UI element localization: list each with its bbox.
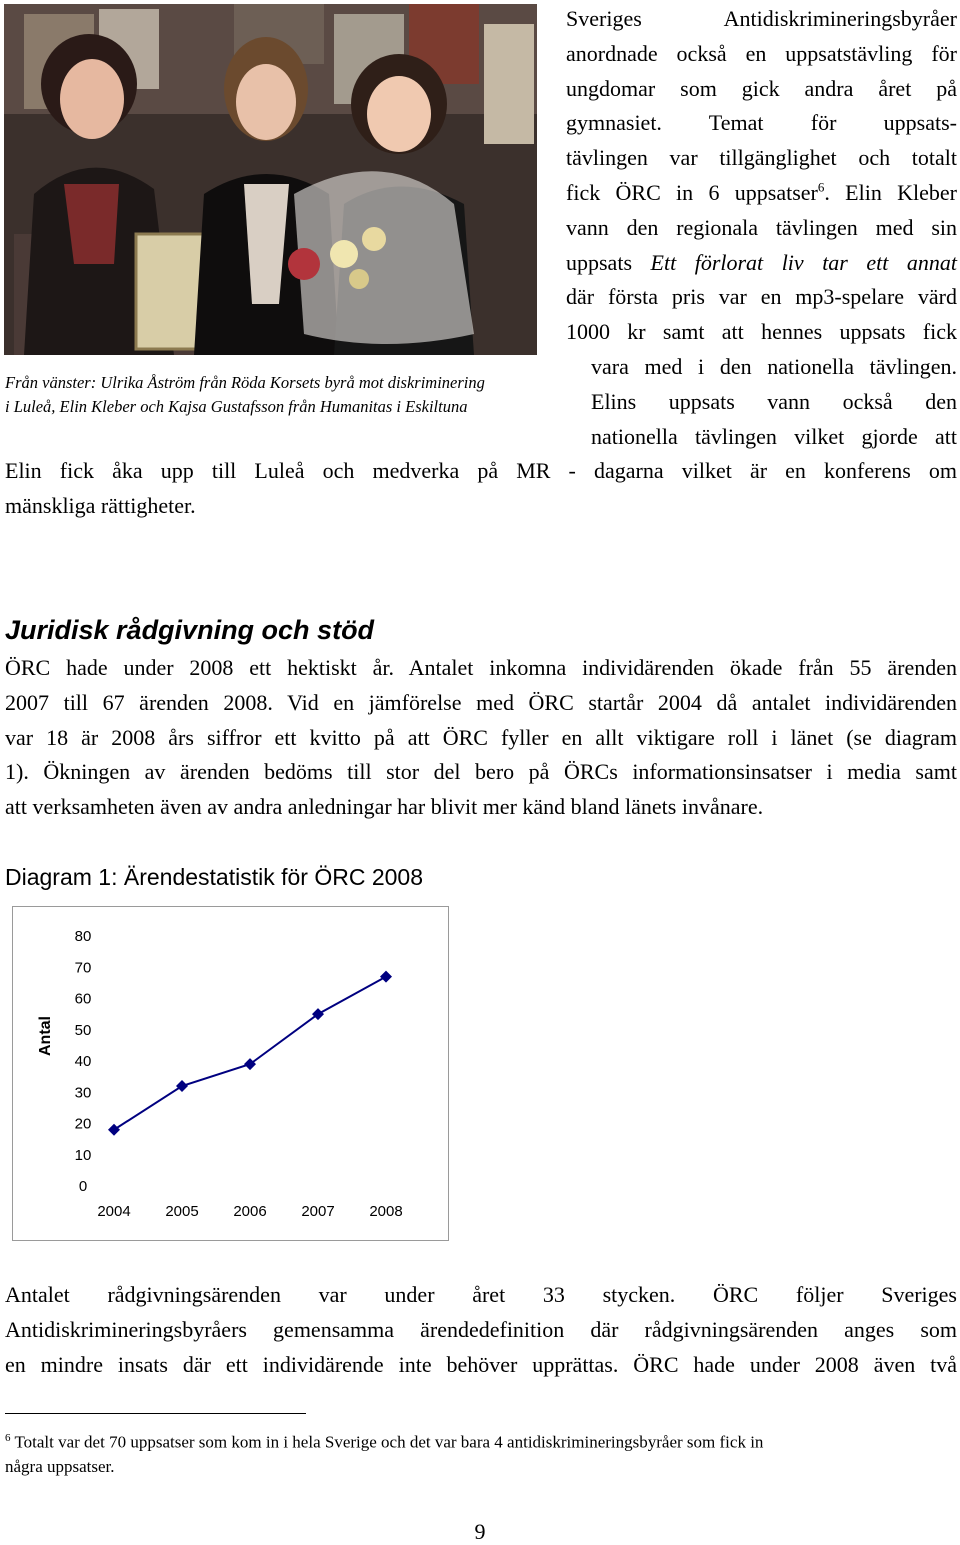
text-line: att verksamheten även av andra anledningar har blivit mer känd bland länets invånare. [5,794,764,820]
text-line: vara med i den nationella tävlingen. [591,354,957,379]
x-tick-label: 2008 [369,1203,403,1220]
data-point-marker [176,1080,188,1092]
chart-title: Diagram 1: Ärendestatistik för ÖRC 2008 [5,864,424,890]
x-tick-label: 2005 [165,1203,199,1220]
intro-paragraph-column-lower [591,350,957,454]
text-line: gymnasiet. Temat för uppsats- [566,110,957,136]
text-line: Elins uppsats vann också den [591,388,957,414]
data-point-marker [108,1124,120,1136]
y-tick-label: 30 [74,1084,92,1102]
intro-paragraph-column [566,2,957,350]
text-line: ÖRC hade under 2008 ett hektiskt år. Antalet inkomna individärenden ökade från 55 ärenden [5,655,957,680]
x-tick-label: 2006 [233,1203,267,1220]
text-line: vann den regionala tävlingen med sin [566,214,957,240]
x-tick-label: 2007 [301,1203,335,1220]
text-line: där första pris var en mp3-spelare värd [566,284,957,310]
caption-line: Från vänster: Ulrika Åström från Röda Korsets byrå mot diskriminering [5,373,485,392]
series-line [114,977,386,1130]
text-fragment: uppsats [566,249,651,275]
text-line: ungdomar som gick andra året på [566,75,957,101]
after-paragraph [5,1278,957,1382]
footnote-line [5,1426,955,1455]
text-line: Sveriges Antidiskrimineringsbyråer [566,6,957,31]
text-fragment: fick ÖRC in 6 uppsatser [566,179,818,205]
text-line: Elin fick åka upp till Luleå och medverka på MR - dagarna vilket är en konferens om [5,458,957,483]
text-line: 1000 kr samt att hennes uppsats fick [566,319,957,345]
chart [12,906,449,1241]
x-tick-label: 2004 [97,1203,131,1220]
y-tick-label: 60 [74,990,92,1008]
text-fragment: . Elin Kleber [824,179,957,205]
caption-line: i Luleå, Elin Kleber och Kajsa Gustafsson från Humanitas i Eskiltuna [5,397,468,416]
y-tick-label: 70 [74,959,92,977]
data-point-marker [380,971,392,983]
text-line: Antalet rådgivningsärenden var under året 33 stycken. ÖRC följer Sveriges [5,1282,957,1307]
text-line [566,176,957,211]
essay-title: Ett förlorat liv tar ett annat [650,249,958,275]
y-tick-label: 50 [74,1021,92,1039]
y-tick-label: 40 [74,1053,92,1070]
text-line: Antidiskrimineringsbyråers gemensamma ärendedefinition där rådgivningsärenden anges som [5,1316,957,1342]
y-tick-label: 10 [74,1146,92,1164]
chart-svg [13,907,448,1240]
text-line: nationella tävlingen vilket gjorde att [591,423,957,449]
intro-paragraph-full [5,454,957,524]
page-number: 9 [474,1519,486,1544]
photo [4,4,537,355]
footnote-rule [5,1413,306,1414]
y-tick-label: 0 [78,1178,88,1195]
text-line: en mindre insats där ett individärende inte behöver upprättas. ÖRC hade under 2008 även två [5,1351,957,1377]
footnote-mark: 6 [5,1432,11,1444]
footnote [5,1426,955,1479]
text-line: 1). Ökningen av ärenden bedöms till stor del bero på ÖRCs informationsinsatser i media samt [5,759,957,785]
section-heading: Juridisk rådgivning och stöd [5,615,375,645]
text-line [566,246,957,281]
text-line: var 18 är 2008 års siffror ett kvitto på att ÖRC fyller en allt viktigare roll i länet (se diagram [5,724,957,750]
y-tick-label: 20 [74,1115,92,1133]
footnote-ref: 6 [817,179,825,195]
footnote-line: några uppsatser. [5,1456,115,1476]
footnote-text: Totalt var det 70 uppsatser som kom in i hela Sverige och det var bara 4 antidiskrimineringsbyråer som fick in [10,1432,764,1452]
y-tick-label: 80 [74,928,92,945]
text-line: mänskliga rättigheter. [5,492,196,518]
text-line: 2007 till 67 ärenden 2008. Vid en jämförelse med ÖRC startår 2004 då antalet individärenden [5,689,957,715]
section-paragraph [5,651,957,825]
text-line: tävlingen var tillgänglighet och totalt [566,145,957,171]
y-axis-label: Antal [37,1016,54,1056]
photo-caption [5,371,565,419]
photo-three-women-icon [4,4,537,355]
text-line: anordnade också en uppsatstävling för [566,40,957,66]
